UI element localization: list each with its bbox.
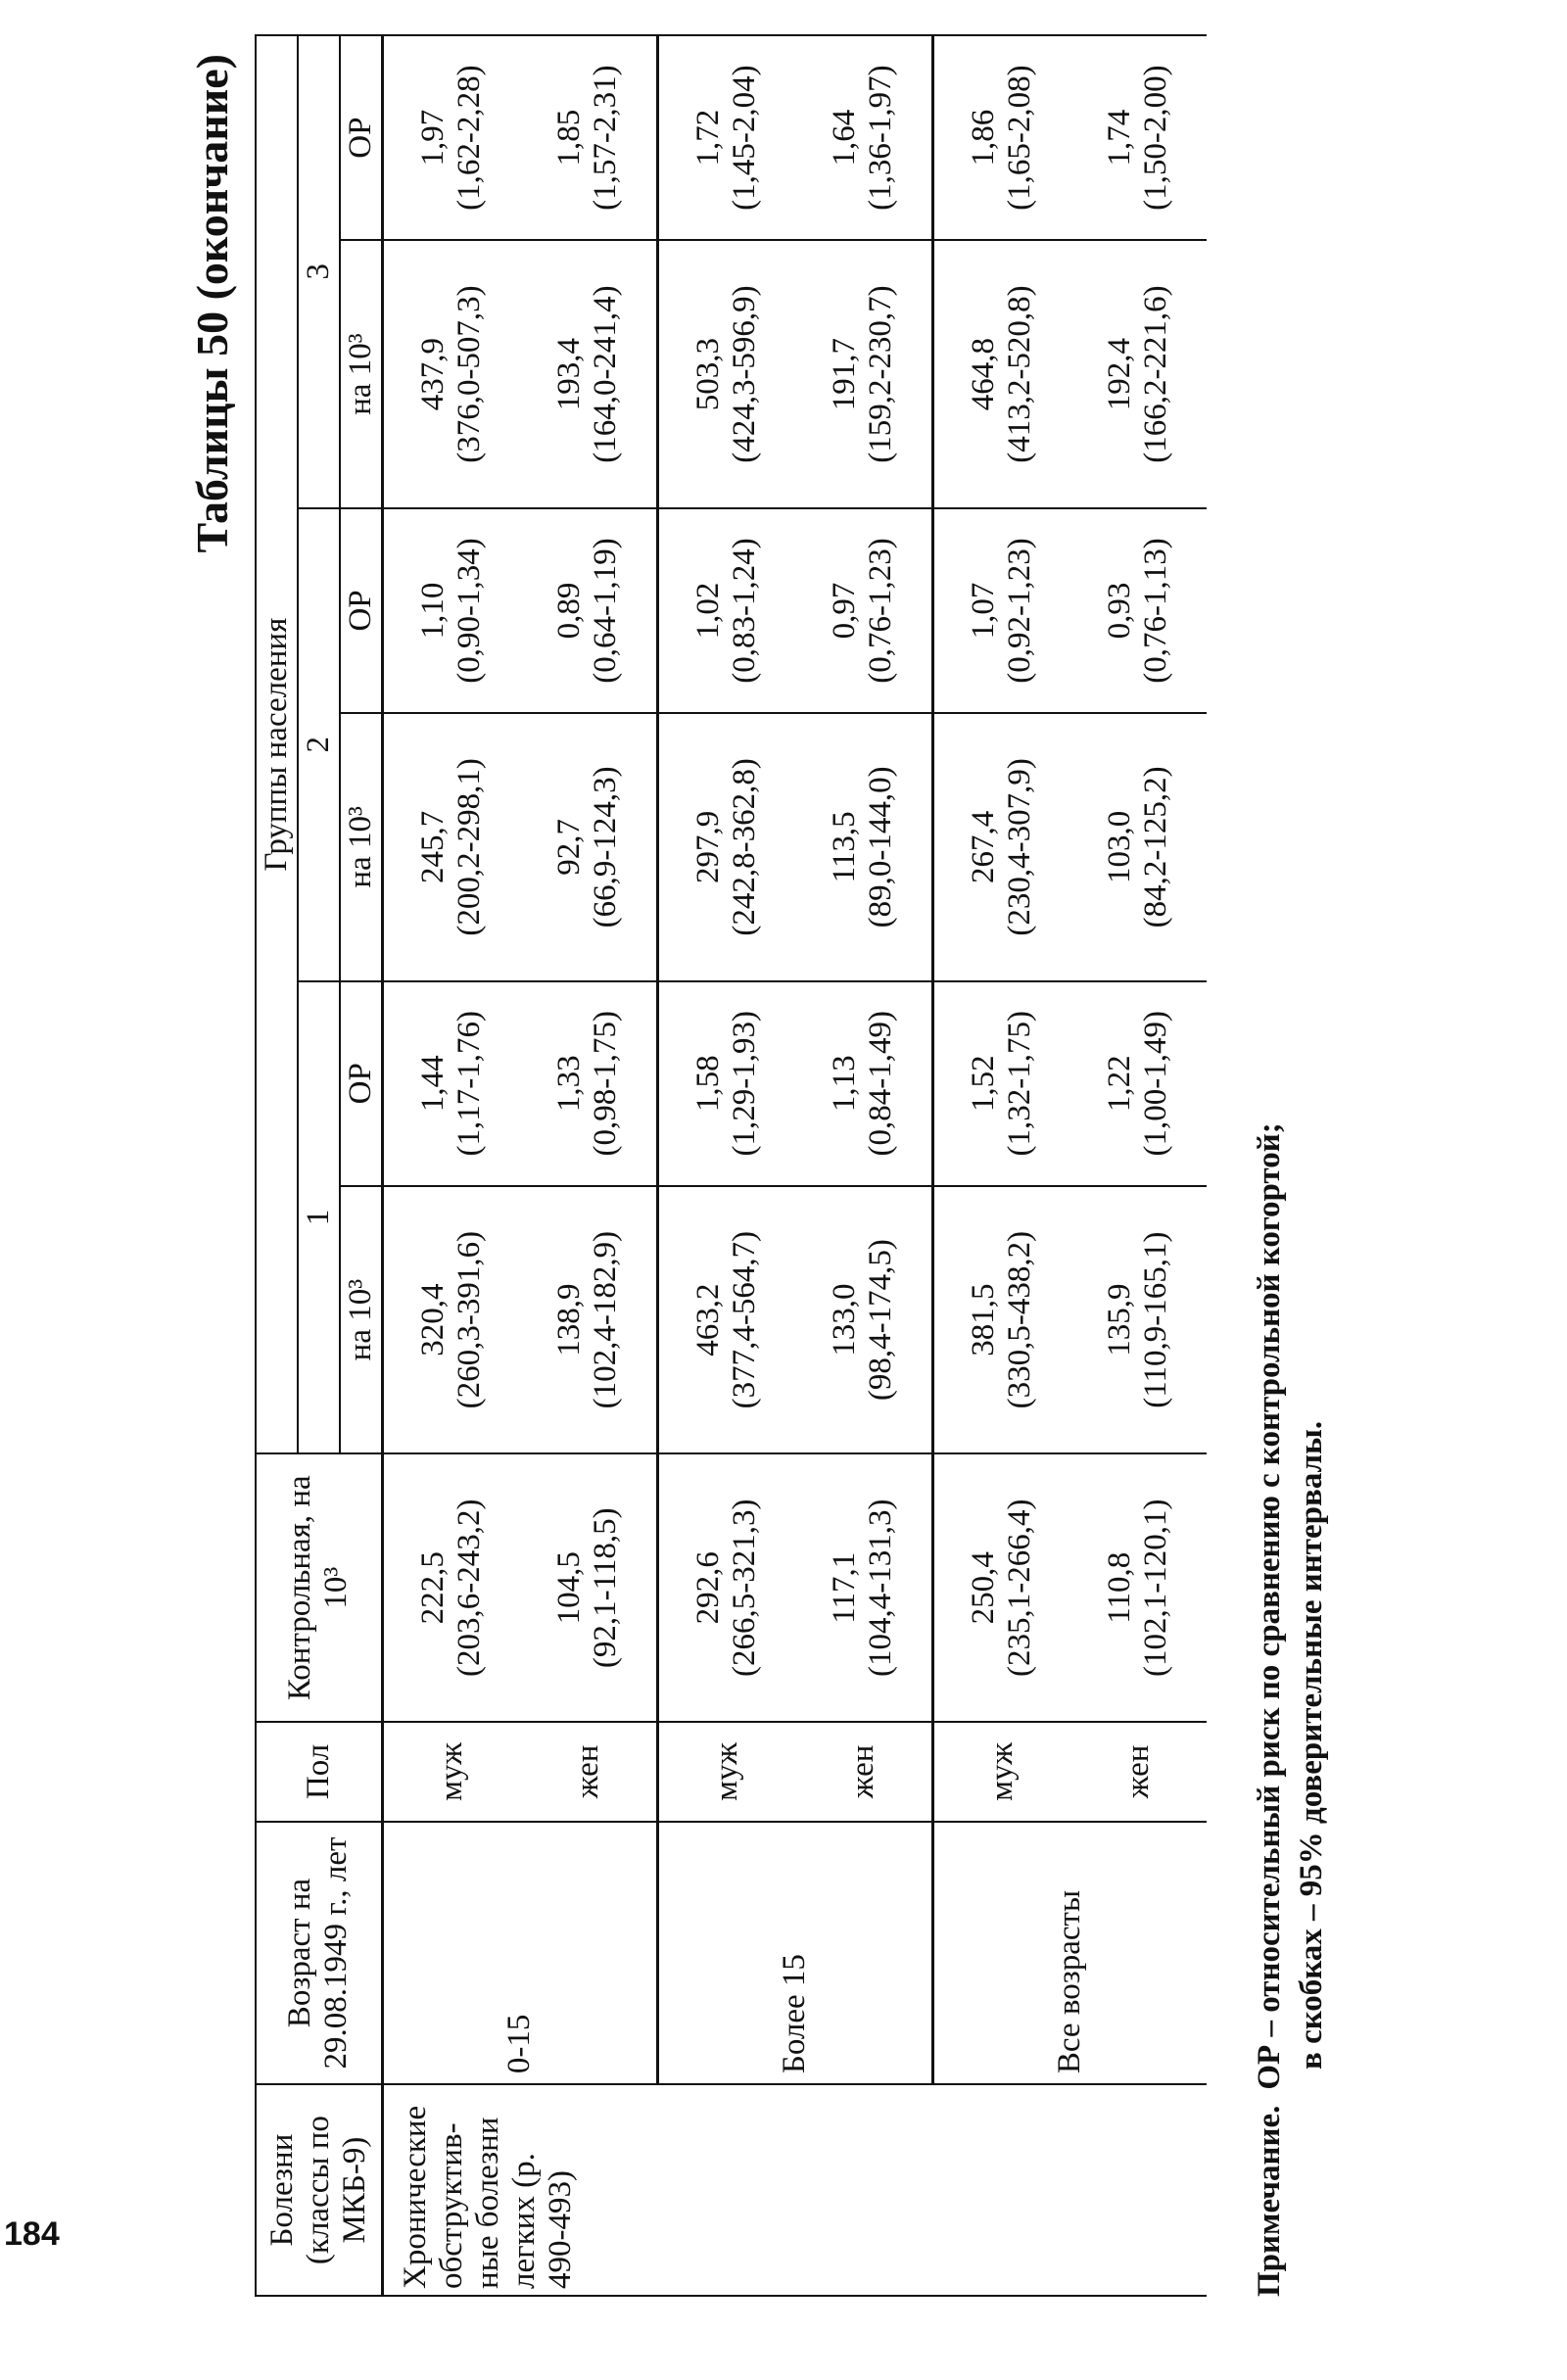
- table-note: [1249, 44, 1333, 2297]
- value-cell-g3or: [795, 35, 933, 240]
- header-per-1: на 10³: [340, 1186, 382, 1454]
- value-cell-g2or: [382, 508, 520, 713]
- value-cell-g3or: [382, 35, 520, 240]
- point-value: 110,8: [1102, 1551, 1138, 1624]
- header-control: [256, 1453, 382, 1722]
- sex-cell: жен: [520, 1722, 658, 1822]
- header-per-3: на 10³: [340, 240, 382, 508]
- value-cell-g1or: [657, 981, 795, 1186]
- value-cell-g3or: [932, 35, 1070, 240]
- header-disease: Болезни (классы по МКБ-9): [256, 2084, 382, 2296]
- value-cell-g1or: [520, 981, 658, 1186]
- point-value: 297,9: [690, 810, 727, 883]
- point-value: 503,3: [690, 337, 727, 411]
- confidence-interval: (0,76-1,23): [863, 538, 899, 684]
- point-value: 193,4: [551, 337, 588, 411]
- confidence-interval: (242,8-362,8): [727, 758, 763, 936]
- table-row: [382, 35, 520, 2296]
- point-value: 1,74: [1102, 109, 1138, 167]
- point-value: 0,93: [1102, 582, 1138, 640]
- point-value: 437,9: [415, 337, 451, 411]
- value-cell-g3: [1070, 240, 1207, 508]
- table-caption: Таблицы 50 (окончание): [187, 54, 237, 553]
- point-value: 464,8: [966, 337, 1002, 411]
- point-value: 192,4: [1102, 337, 1138, 411]
- value-cell-g1or: [382, 981, 520, 1186]
- confidence-interval: (1,45-2,04): [727, 65, 763, 211]
- age-group: Все возрасты: [932, 1822, 1207, 2084]
- point-value: 1,85: [551, 109, 588, 167]
- value-cell-g3or: [657, 35, 795, 240]
- confidence-interval: (376,0-507,3): [451, 285, 488, 463]
- value-cell-g2: [932, 713, 1070, 981]
- value-cell-g3: [520, 240, 658, 508]
- point-value: 1,33: [551, 1055, 588, 1113]
- confidence-interval: (102,4-182,9): [588, 1230, 624, 1409]
- point-value: 245,7: [415, 810, 451, 883]
- confidence-interval: (164,0-241,4): [588, 285, 624, 463]
- confidence-interval: (1,17-1,76): [451, 1011, 488, 1157]
- confidence-interval: (377,4-564,7): [727, 1230, 763, 1409]
- confidence-interval: (0,83-1,24): [727, 538, 763, 684]
- point-value: 1,07: [966, 582, 1002, 640]
- header-or-2: ОР: [340, 508, 382, 713]
- header-per-2: на 10³: [340, 713, 382, 981]
- point-value: 1,02: [690, 582, 727, 640]
- value-cell-control: [382, 1453, 520, 1722]
- point-value: 320,4: [415, 1283, 451, 1357]
- value-cell-g3: [382, 240, 520, 508]
- confidence-interval: (84,2-125,2): [1138, 766, 1174, 928]
- age-group: Более 15: [657, 1822, 932, 2084]
- confidence-interval: (413,2-520,8): [1002, 285, 1038, 463]
- point-value: 1,64: [827, 109, 863, 167]
- value-cell-g2: [1070, 713, 1207, 981]
- value-cell-control: [795, 1453, 933, 1722]
- sex-cell: муж: [657, 1722, 795, 1822]
- confidence-interval: (235,1-266,4): [1002, 1499, 1038, 1677]
- point-value: 222,5: [415, 1551, 451, 1625]
- confidence-interval: (424,3-596,9): [727, 285, 763, 463]
- confidence-interval: (1,65-2,08): [1002, 65, 1038, 211]
- confidence-interval: (0,76-1,13): [1138, 538, 1174, 684]
- confidence-interval: (159,2-230,7): [863, 285, 899, 463]
- confidence-interval: (98,4-174,5): [863, 1239, 899, 1402]
- value-cell-g2or: [657, 508, 795, 713]
- point-value: 1,86: [966, 109, 1002, 167]
- value-cell-g3: [932, 240, 1070, 508]
- point-value: 104,5: [551, 1551, 588, 1625]
- header-control-label: Контрольная, на 10³: [282, 1475, 355, 1701]
- value-cell-g2: [795, 713, 933, 981]
- point-value: 250,4: [966, 1551, 1002, 1625]
- point-value: 113,5: [827, 811, 863, 883]
- table-row: [932, 35, 1070, 2296]
- note-line-1: ОР – относительный риск по сравнению с контрольной когортой;: [1252, 1122, 1287, 2090]
- confidence-interval: (203,6-243,2): [451, 1499, 488, 1677]
- point-value: 1,72: [690, 109, 727, 167]
- header-age: Возраст на 29.08.1949 г., лет: [256, 1822, 382, 2084]
- confidence-interval: (260,3-391,6): [451, 1230, 488, 1409]
- table-body: [382, 35, 1207, 2296]
- point-value: 1,10: [415, 582, 451, 640]
- age-group: 0-15: [382, 1822, 657, 2084]
- confidence-interval: (110,9-165,1): [1138, 1231, 1174, 1408]
- value-cell-g3or: [520, 35, 658, 240]
- value-cell-g1: [657, 1186, 795, 1454]
- point-value: 1,44: [415, 1055, 451, 1113]
- value-cell-g1or: [795, 981, 933, 1186]
- confidence-interval: (230,4-307,9): [1002, 758, 1038, 936]
- header-or-3: ОР: [340, 35, 382, 240]
- sex-cell: муж: [932, 1722, 1070, 1822]
- header-group-1: 1: [298, 981, 340, 1454]
- value-cell-control: [1070, 1453, 1207, 1722]
- confidence-interval: (0,98-1,75): [588, 1011, 624, 1157]
- point-value: 267,4: [966, 810, 1002, 883]
- value-cell-g1: [795, 1186, 933, 1454]
- confidence-interval: (1,62-2,28): [451, 65, 488, 211]
- point-value: 292,6: [690, 1551, 727, 1625]
- point-value: 381,5: [966, 1283, 1002, 1357]
- point-value: 1,13: [827, 1055, 863, 1113]
- sex-cell: муж: [382, 1722, 520, 1822]
- note-line-2: в скобках – 95% доверительные интервалы.: [1293, 1420, 1329, 2070]
- value-cell-g3or: [1070, 35, 1207, 240]
- confidence-interval: (1,57-2,31): [588, 65, 624, 211]
- confidence-interval: (1,32-1,75): [1002, 1011, 1038, 1157]
- value-cell-g1: [1070, 1186, 1207, 1454]
- point-value: 191,7: [827, 337, 863, 411]
- page-number: 184: [4, 2215, 60, 2253]
- point-value: 0,89: [551, 582, 588, 640]
- confidence-interval: (66,9-124,3): [588, 766, 624, 928]
- value-cell-g2or: [795, 508, 933, 713]
- value-cell-g2or: [520, 508, 658, 713]
- point-value: 117,1: [827, 1551, 863, 1624]
- point-value: 1,97: [415, 109, 451, 167]
- point-value: 1,52: [966, 1055, 1002, 1113]
- point-value: 463,2: [690, 1283, 727, 1357]
- note-label: Примечание.: [1252, 2105, 1287, 2297]
- confidence-interval: (104,4-131,3): [863, 1499, 899, 1677]
- value-cell-g1: [932, 1186, 1070, 1454]
- rotated-page-content: [186, 15, 1557, 2297]
- confidence-interval: (102,1-120,1): [1138, 1499, 1174, 1677]
- confidence-interval: (0,84-1,49): [863, 1011, 899, 1157]
- header-or-1: ОР: [340, 981, 382, 1186]
- point-value: 135,9: [1102, 1283, 1138, 1357]
- header-group-2: 2: [298, 508, 340, 981]
- value-cell-g1or: [1070, 981, 1207, 1186]
- sex-cell: жен: [795, 1722, 933, 1822]
- header-groups: Группы населения: [256, 35, 298, 1453]
- point-value: 0,97: [827, 582, 863, 640]
- confidence-interval: (330,5-438,2): [1002, 1230, 1038, 1409]
- confidence-interval: (200,2-298,1): [451, 758, 488, 936]
- value-cell-g3: [795, 240, 933, 508]
- header-group-3: 3: [298, 35, 340, 508]
- point-value: 1,22: [1102, 1055, 1138, 1113]
- point-value: 133,0: [827, 1283, 863, 1357]
- point-value: 138,9: [551, 1283, 588, 1357]
- point-value: 103,0: [1102, 810, 1138, 883]
- value-cell-g2or: [932, 508, 1070, 713]
- table-row: [657, 35, 795, 2296]
- confidence-interval: (89,0-144,0): [863, 766, 899, 928]
- value-cell-control: [932, 1453, 1070, 1722]
- value-cell-g1: [382, 1186, 520, 1454]
- confidence-interval: (1,50-2,00): [1138, 65, 1174, 211]
- confidence-interval: (1,36-1,97): [863, 65, 899, 211]
- confidence-interval: (1,29-1,93): [727, 1011, 763, 1157]
- confidence-interval: (0,90-1,34): [451, 538, 488, 684]
- value-cell-control: [520, 1453, 658, 1722]
- value-cell-g2: [520, 713, 658, 981]
- value-cell-control: [657, 1453, 795, 1722]
- confidence-interval: (1,00-1,49): [1138, 1011, 1174, 1157]
- disease-name: Хронические обструктив-ные болезни легких (р. 490-493): [382, 2084, 1207, 2296]
- confidence-interval: (166,2-221,6): [1138, 285, 1174, 463]
- confidence-interval: (0,92-1,23): [1002, 538, 1038, 684]
- value-cell-g1or: [932, 981, 1070, 1186]
- sex-cell: жен: [1070, 1722, 1207, 1822]
- value-cell-g2: [657, 713, 795, 981]
- confidence-interval: (0,64-1,19): [588, 538, 624, 684]
- value-cell-g1: [520, 1186, 658, 1454]
- data-table: [255, 34, 1207, 2297]
- confidence-interval: (266,5-321,3): [727, 1499, 763, 1677]
- confidence-interval: (92,1-118,5): [588, 1507, 624, 1669]
- header-sex: Пол: [256, 1722, 382, 1822]
- point-value: 92,7: [551, 818, 588, 876]
- point-value: 1,58: [690, 1055, 727, 1113]
- value-cell-g3: [657, 240, 795, 508]
- value-cell-g2: [382, 713, 520, 981]
- value-cell-g2or: [1070, 508, 1207, 713]
